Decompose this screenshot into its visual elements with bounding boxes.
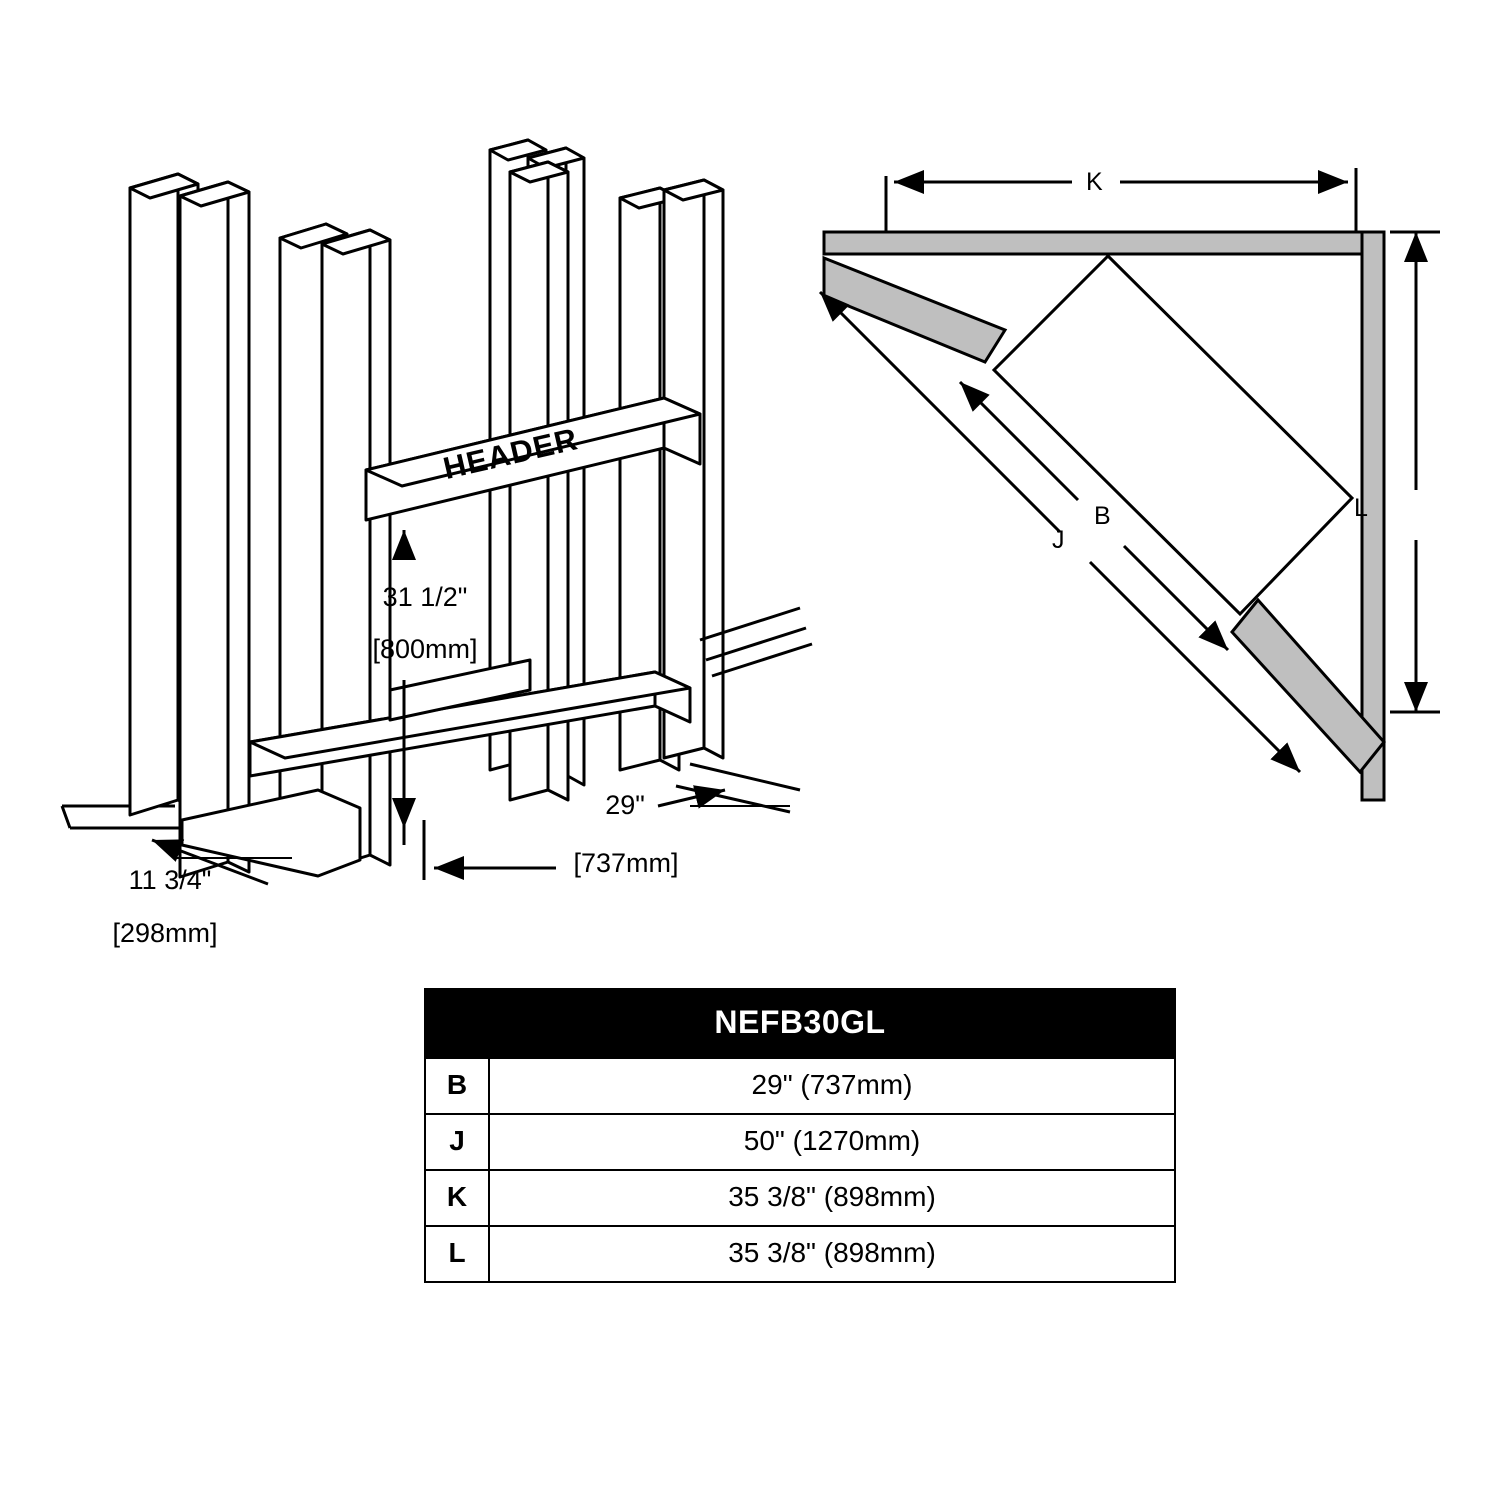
table-row-value: 50" (1270mm) xyxy=(489,1114,1175,1170)
corner-dimension-letter-b: B xyxy=(1094,502,1111,530)
specification-table xyxy=(424,988,1176,1283)
table-row-value: 29" (737mm) xyxy=(489,1058,1175,1114)
corner-dimension-letter-j: J xyxy=(1052,526,1065,554)
table-title: NEFB30GL xyxy=(425,989,1175,1058)
table-row-key: K xyxy=(425,1170,489,1226)
table-row xyxy=(425,1058,1175,1114)
table-row xyxy=(425,1170,1175,1226)
depth-dimension-label-imperial: 11 3/4" xyxy=(128,865,212,895)
table-row xyxy=(425,1114,1175,1170)
header-beam-label: HEADER xyxy=(440,421,582,487)
table-row xyxy=(425,1226,1175,1282)
corner-dimension-letter-l: L xyxy=(1354,494,1368,522)
table-row-value: 35 3/8" (898mm) xyxy=(489,1226,1175,1282)
corner-dimension-letter-k: K xyxy=(1086,168,1103,196)
table-row-key: J xyxy=(425,1114,489,1170)
table-row-key: B xyxy=(425,1058,489,1114)
width-dimension-label-imperial: 29" xyxy=(605,790,645,820)
framing-view-geometry xyxy=(62,140,812,877)
table-row-key: L xyxy=(425,1226,489,1282)
height-dimension-label-metric: [800mm] xyxy=(372,634,478,664)
depth-dimension-label-metric: [298mm] xyxy=(112,918,218,948)
height-dimension-label-imperial: 31 1/2" xyxy=(382,582,468,612)
width-dimension-label-metric: [737mm] xyxy=(573,848,679,878)
table-row-value: 35 3/8" (898mm) xyxy=(489,1170,1175,1226)
